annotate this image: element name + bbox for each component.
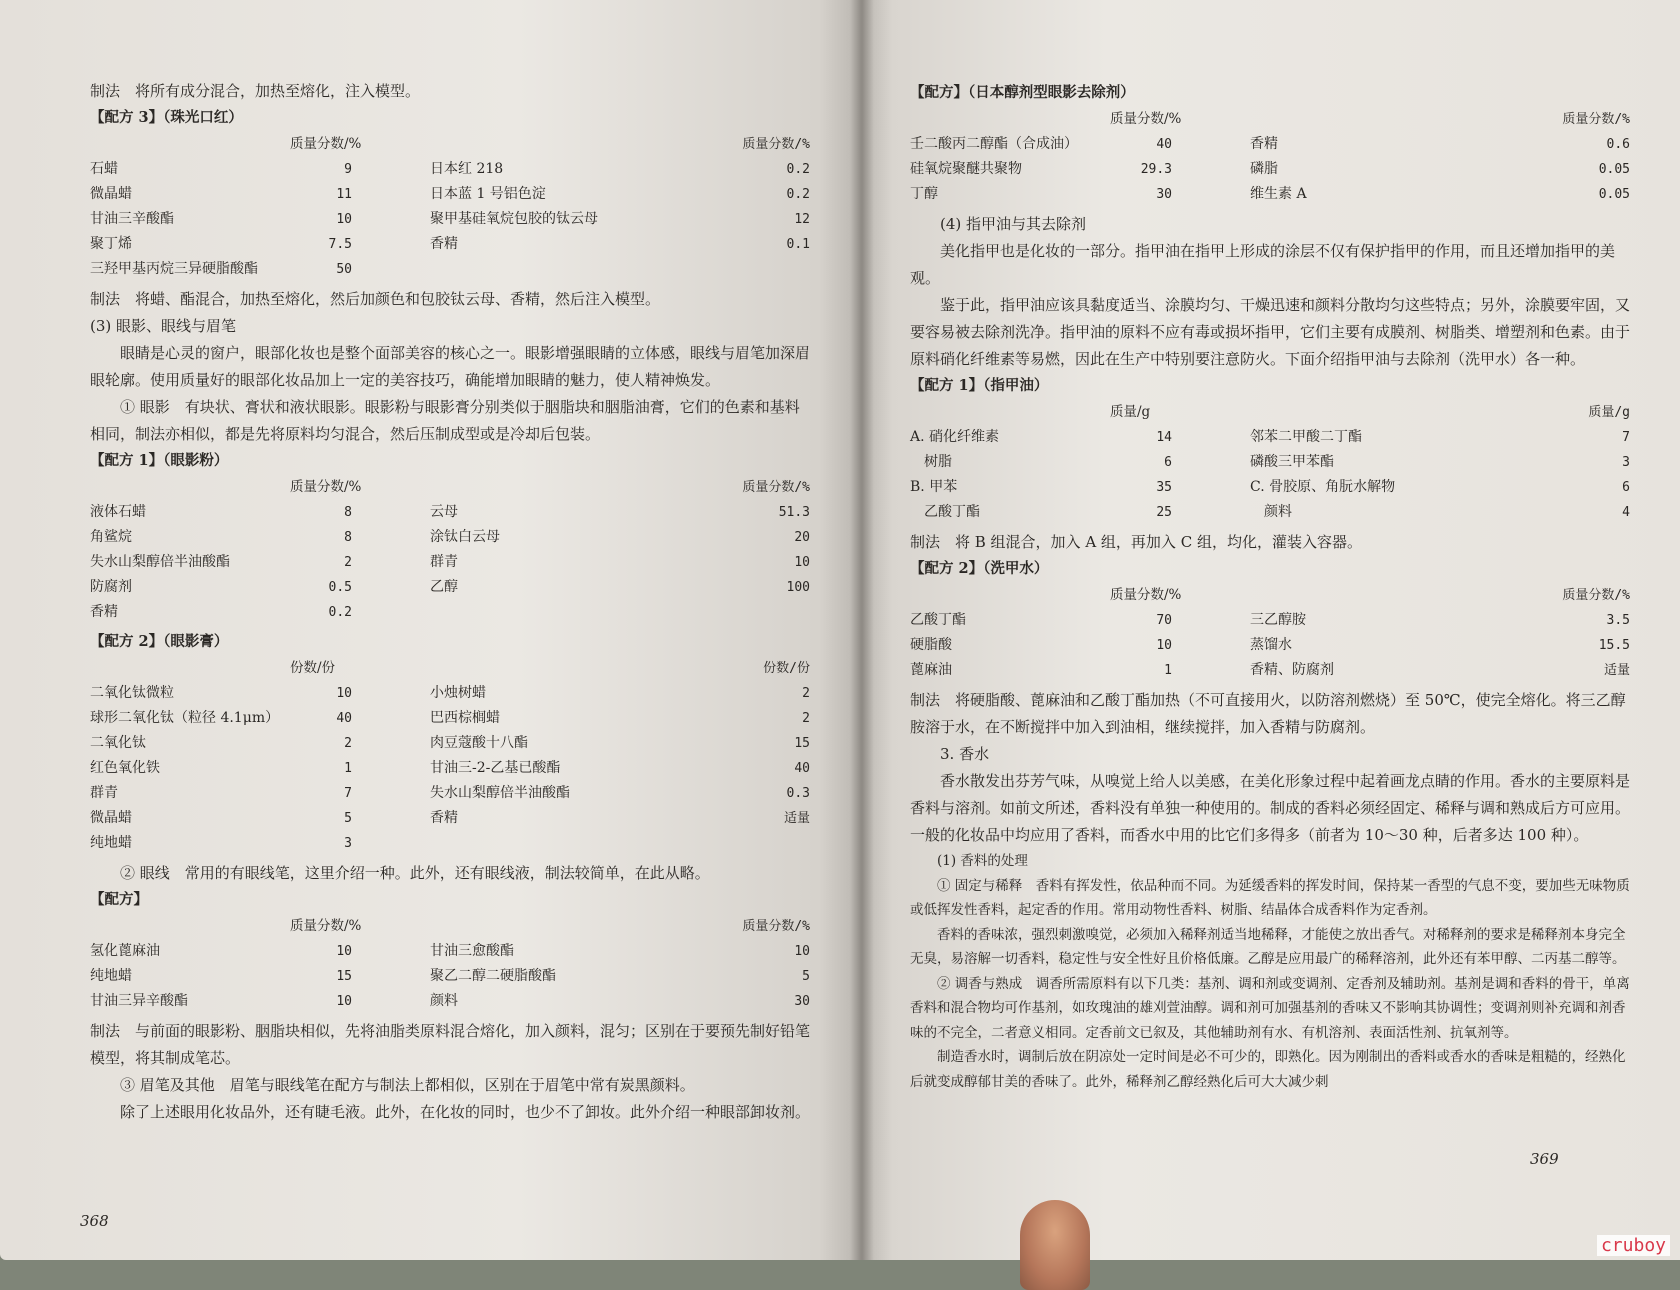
ingredient-row: [90, 939, 810, 964]
ingredient-amount: 3.5: [1606, 613, 1630, 628]
ingredient-amount: 0.05: [1598, 187, 1630, 202]
watermark: cruboy: [1597, 1235, 1670, 1256]
ingredient-amount: 100: [786, 580, 810, 595]
formula-table-eyeliner: [90, 914, 810, 1014]
paragraph: ① 眼影 有块状、膏状和液状眼影。眼影粉与眼影膏分别类似于胭脂块和胭脂油膏，它们的色素和基料相同，制法亦相似，都是先将原料均匀混合，然后压制成型或是冷却后包装。: [90, 398, 800, 443]
ingredient-amount: 0.6: [1606, 137, 1630, 152]
unit-label: 份数/份: [763, 661, 810, 676]
ingredient-row: [90, 500, 810, 525]
unit-label: 质量/g: [1588, 405, 1630, 420]
ingredient-amount: 0.2: [786, 187, 810, 202]
ingredient-amount: [690, 831, 810, 856]
right-page-content: [910, 80, 1630, 1094]
unit-label: 质量分数/%: [1110, 111, 1182, 127]
ingredient-amount: 2: [802, 686, 810, 701]
ingredient-name: 涂钛白云母: [430, 529, 500, 545]
formula-title: 【配方 1】（指甲油）: [910, 377, 1049, 394]
ingredient-amount: 10: [1156, 638, 1172, 653]
unit-label: 质量分数/%: [290, 136, 362, 152]
paragraph: 制造香水时，调制后放在阴凉处一定时间是必不可少的，即熟化。因为刚制出的香料或香水的香味是粗糙的，经熟化后就变成醇郁甘美的香味了。此外，稀释剂乙醇经熟化后可大大减少刺: [910, 1049, 1626, 1090]
ingredient-name: A. 硝化纤维素: [910, 429, 1000, 445]
ingredient-amount: [690, 600, 810, 625]
ingredient-name: 二氧化钛微粒: [90, 685, 174, 701]
ingredient-name: [430, 831, 690, 856]
formula-table-eye-makeup-remover: [910, 107, 1630, 207]
ingredient-row: [90, 731, 810, 756]
ingredient-name: 失水山梨醇倍半油酸酯: [430, 785, 570, 801]
ingredient-row: [90, 964, 810, 989]
ingredient-amount: 1: [1164, 663, 1172, 678]
ingredient-name: 壬二酸丙二醇酯（合成油）: [910, 136, 1078, 152]
ingredient-name: [430, 257, 690, 282]
ingredient-row: [90, 257, 810, 282]
ingredient-row: [90, 207, 810, 232]
method-text: 制法 与前面的眼影粉、胭脂块相似，先将油脂类原料混合熔化，加入颜料，混匀；区别在于要预先制好铅笔模型，将其制成笔芯。: [90, 1022, 811, 1067]
ingredient-amount: 0.1: [786, 237, 810, 252]
ingredient-row: [90, 550, 810, 575]
ingredient-name: 日本红 218: [430, 161, 504, 177]
ingredient-name: [430, 600, 690, 625]
ingredient-amount: 0.2: [328, 605, 352, 620]
ingredient-name: 微晶蜡: [90, 810, 132, 826]
page-number: 369: [1530, 1150, 1559, 1168]
ingredient-name: 维生素 A: [1250, 186, 1307, 202]
ingredient-amount: 0.05: [1598, 162, 1630, 177]
ingredient-amount: 7.5: [328, 237, 352, 252]
ingredient-amount: 2: [802, 711, 810, 726]
unit-label: 份数/份: [290, 660, 336, 676]
ingredient-name: 磷酸三甲苯酯: [1250, 454, 1334, 470]
paragraph: 香水散发出芬芳气味，从嗅觉上给人以美感，在美化形象过程中起着画龙点睛的作用。香水的主要原料是香料与溶剂。如前文所述，香料没有单独一种使用的。制成的香料必须经固定、稀释与调和熟成后方可应用。一般的化妆品中均应用了香料，而香水中用的比它们多得多（前者为 10～30 种，后者多达 100 种）。: [910, 772, 1631, 844]
ingredient-name: 氢化蓖麻油: [90, 943, 160, 959]
ingredient-name: 磷脂: [1250, 161, 1278, 177]
unit-label: 质量分数/%: [1110, 587, 1182, 603]
ingredient-name: 甘油三-2-乙基已酸酯: [430, 760, 561, 776]
ingredient-amount: 适量: [1603, 663, 1630, 678]
method-text: 制法 将 B 组混合，加入 A 组，再加入 C 组，均化，灌装入容器。: [910, 533, 1362, 551]
ingredient-name: 香精: [1250, 136, 1278, 152]
ingredient-row: [90, 681, 810, 706]
unit-label: 质量分数/%: [742, 480, 810, 495]
ingredient-row: [910, 658, 1630, 683]
ingredient-amount: 3: [1622, 455, 1630, 470]
formula-title: 【配方】: [90, 891, 148, 908]
ingredient-amount: 25: [1156, 505, 1172, 520]
ingredient-row: [90, 525, 810, 550]
paragraph: ③ 眉笔及其他 眉笔与眼线笔在配方与制法上都相似，区别在于眉笔中常有炭黑颜料。: [120, 1076, 695, 1094]
ingredient-amount: 40: [794, 761, 810, 776]
ingredient-row: [910, 500, 1630, 525]
unit-label: 质量分数/%: [742, 137, 810, 152]
paragraph: 美化指甲也是化妆的一部分。指甲油在指甲上形成的涂层不仅有保护指甲的作用，而且还增加指甲的美观。: [910, 242, 1616, 287]
ingredient-row: [910, 132, 1630, 157]
ingredient-row: [910, 633, 1630, 658]
left-page-content: [90, 78, 810, 1126]
ingredient-name: 树脂: [910, 454, 952, 470]
ingredient-name: 硅氧烷聚醚共聚物: [910, 161, 1022, 177]
paragraph: 香料的香味浓，强烈刺激嗅觉，必须加入稀释剂适当地稀释，才能使之放出香气。对稀释剂的要求是稀释剂本身完全无臭，易溶解一切香料，稳定性与安全性好且价格低廉。乙醇是应用最广的稀释溶剂，此外还有苯甲醇、二丙基二醇等。: [910, 926, 1626, 967]
ingredient-name: 蓖麻油: [910, 662, 952, 678]
method-text: 制法 将所有成分混合，加热至熔化，注入模型。: [90, 82, 421, 100]
ingredient-amount: 15: [336, 969, 352, 984]
ingredient-name: 云母: [430, 504, 458, 520]
ingredient-amount: 2: [344, 736, 352, 751]
formula-title: 【配方 2】（洗甲水）: [910, 560, 1049, 577]
ingredient-name: 颜料: [1250, 504, 1292, 520]
ingredient-name: 硬脂酸: [910, 637, 952, 653]
ingredient-name: 聚乙二醇二硬脂酸酯: [430, 968, 556, 984]
ingredient-name: 小烛树蜡: [430, 685, 486, 701]
ingredient-name: 防腐剂: [90, 579, 132, 595]
ingredient-amount: 35: [1156, 480, 1172, 495]
section-heading: (4) 指甲油与其去除剂: [940, 215, 1087, 233]
ingredient-name: 日本蓝 1 号铝色淀: [430, 186, 546, 202]
ingredient-name: 三乙醇胺: [1250, 612, 1306, 628]
ingredient-amount: 9: [344, 162, 352, 177]
ingredient-row: [910, 157, 1630, 182]
formula-title: 【配方 2】（眼影膏）: [90, 633, 229, 650]
ingredient-amount: 4: [1622, 505, 1630, 520]
ingredient-amount: 11: [336, 187, 352, 202]
ingredient-row: [910, 182, 1630, 207]
ingredient-name: 甘油三异辛酸酯: [90, 993, 188, 1009]
ingredient-name: 三羟甲基丙烷三异硬脂酸酯: [90, 261, 258, 277]
paragraph: 除了上述眼用化妆品外，还有睫毛液。此外，在化妆的同时，也少不了卸妆。此外介绍一种眼部卸妆剂。: [120, 1103, 811, 1121]
unit-label: 质量分数/%: [742, 919, 810, 934]
ingredient-row: [90, 706, 810, 731]
formula-title: 【配方 1】（眼影粉）: [90, 452, 229, 469]
paragraph: ② 眼线 常用的有眼线笔，这里介绍一种。此外，还有眼线液，制法较简单，在此从略。: [120, 864, 710, 882]
ingredient-name: 邻苯二甲酸二丁酯: [1250, 429, 1362, 445]
ingredient-name: 甘油三愈酸酯: [430, 943, 514, 959]
ingredient-name: 香精: [90, 604, 118, 620]
ingredient-amount: 20: [794, 530, 810, 545]
ingredient-amount: 7: [1622, 430, 1630, 445]
ingredient-row: [90, 182, 810, 207]
unit-label: 质量分数/%: [1562, 112, 1630, 127]
ingredient-amount: 10: [794, 944, 810, 959]
ingredient-amount: 29.3: [1140, 162, 1172, 177]
unit-label: 质量分数/%: [290, 918, 362, 934]
ingredient-name: 纯地蜡: [90, 835, 132, 851]
ingredient-name: 失水山梨醇倍半油酸酯: [90, 554, 230, 570]
ingredient-amount: 适量: [783, 811, 810, 826]
ingredient-amount: 0.3: [786, 786, 810, 801]
section-heading: (3) 眼影、眼线与眉笔: [90, 317, 237, 335]
ingredient-row: [90, 831, 810, 856]
ingredient-name: 蒸馏水: [1250, 637, 1292, 653]
ingredient-amount: 50: [336, 262, 352, 277]
ingredient-row: [910, 608, 1630, 633]
ingredient-name: 香精、防腐剂: [1250, 662, 1334, 678]
ingredient-row: [910, 450, 1630, 475]
ingredient-amount: 8: [344, 530, 352, 545]
right-page: [860, 0, 1680, 1260]
ingredient-name: 香精: [430, 810, 458, 826]
ingredient-name: 甘油三辛酸酯: [90, 211, 174, 227]
thumb: [1020, 1200, 1090, 1290]
formula-table-lipstick: [90, 132, 810, 282]
ingredient-name: 球形二氧化钛（粒径 4.1μm）: [90, 710, 280, 726]
page-number: 368: [80, 1212, 109, 1230]
ingredient-name: 角鲨烷: [90, 529, 132, 545]
ingredient-amount: 40: [1156, 137, 1172, 152]
formula-table-eyeshadow-powder: [90, 475, 810, 625]
ingredient-amount: 70: [1156, 613, 1172, 628]
ingredient-name: 乙酸丁酯: [910, 612, 966, 628]
ingredient-row: [90, 575, 810, 600]
ingredient-amount: 6: [1622, 480, 1630, 495]
ingredient-row: [910, 425, 1630, 450]
ingredient-name: 微晶蜡: [90, 186, 132, 202]
ingredient-name: 乙酸丁酯: [910, 504, 980, 520]
paragraph: 鉴于此，指甲油应该具黏度适当、涂膜均匀、干燥迅速和颜料分散均匀这些特点；另外，涂膜要牢固，又要容易被去除剂洗净。指甲油的原料不应有毒或损坏指甲，它们主要有成膜剂、树脂类、增塑剂和色素。由于原料硝化纤维素等易燃，因此在生产中特别要注意防火。下面介绍指甲油与去除剂（洗甲水）各一种。: [910, 296, 1631, 368]
ingredient-amount: 10: [794, 555, 810, 570]
ingredient-name: 香精: [430, 236, 458, 252]
paragraph: ① 固定与稀释 香料有挥发性，依品种而不同。为延缓香料的挥发时间，保持某一香型的气息不变，要加些无味物质或低挥发性香料，起定香的作用。常用动物性香料、树脂、结晶体合成香料作为定香剂。: [910, 877, 1630, 918]
ingredient-amount: 30: [1156, 187, 1172, 202]
ingredient-row: [910, 475, 1630, 500]
ingredient-row: [90, 232, 810, 257]
formula-table-nail-polish: [910, 400, 1630, 525]
ingredient-amount: 15: [794, 736, 810, 751]
ingredient-name: 肉豆蔻酸十八酯: [430, 735, 528, 751]
ingredient-amount: 10: [336, 686, 352, 701]
ingredient-row: [90, 600, 810, 625]
ingredient-amount: 0.2: [786, 162, 810, 177]
ingredient-amount: 12: [794, 212, 810, 227]
ingredient-amount: 10: [336, 212, 352, 227]
ingredient-amount: [690, 257, 810, 282]
ingredient-amount: 3: [344, 836, 352, 851]
ingredient-name: 纯地蜡: [90, 968, 132, 984]
ingredient-name: 液体石蜡: [90, 504, 146, 520]
ingredient-amount: 10: [336, 994, 352, 1009]
method-text: 制法 将蜡、酯混合，加热至熔化，然后加颜色和包胶钛云母、香精，然后注入模型。: [90, 290, 661, 308]
unit-label: 质量分数/%: [1562, 588, 1630, 603]
section-heading: 3. 香水: [940, 745, 990, 763]
ingredient-name: 石蜡: [90, 161, 118, 177]
ingredient-row: [90, 806, 810, 831]
ingredient-row: [90, 781, 810, 806]
formula-table-nail-polish-remover: [910, 583, 1630, 683]
unit-label: 质量/g: [1110, 404, 1151, 420]
ingredient-name: 群青: [90, 785, 118, 801]
ingredient-amount: 0.5: [328, 580, 352, 595]
ingredient-amount: 5: [344, 811, 352, 826]
ingredient-name: 巴西棕榈蜡: [430, 710, 500, 726]
ingredient-amount: 40: [336, 711, 352, 726]
ingredient-amount: 7: [344, 786, 352, 801]
book-gutter: [850, 0, 874, 1260]
ingredient-name: 聚丁烯: [90, 236, 132, 252]
ingredient-amount: 10: [336, 944, 352, 959]
section-heading: (1) 香料的处理: [937, 853, 1028, 869]
ingredient-row: [90, 989, 810, 1014]
paragraph: 眼睛是心灵的窗户，眼部化妆也是整个面部美容的核心之一。眼影增强眼睛的立体感，眼线与眉笔加深眉眼轮廓。使用质量好的眼部化妆品加上一定的美容技巧，确能增加眼睛的魅力，使人精神焕发。: [90, 344, 811, 389]
ingredient-name: 聚甲基硅氧烷包胶的钛云母: [430, 211, 598, 227]
ingredient-amount: 51.3: [778, 505, 810, 520]
ingredient-amount: 15.5: [1598, 638, 1630, 653]
ingredient-amount: 1: [344, 761, 352, 776]
ingredient-name: 二氧化钛: [90, 735, 146, 751]
ingredient-name: 群青: [430, 554, 458, 570]
ingredient-name: C. 骨胶原、角朊水解物: [1250, 479, 1396, 495]
ingredient-name: 红色氧化铁: [90, 760, 160, 776]
ingredient-name: 丁醇: [910, 186, 938, 202]
unit-label: 质量分数/%: [290, 479, 362, 495]
formula-title: 【配方 3】（珠光口红）: [90, 109, 243, 126]
ingredient-amount: 2: [344, 555, 352, 570]
formula-title: 【配方】（日本醇剂型眼影去除剂）: [910, 84, 1135, 101]
paragraph: ② 调香与熟成 调香所需原料有以下几类：基剂、调和剂或变调剂、定香剂及辅助剂。基剂是调和香料的骨干，单离香料和混合物均可作基剂，如玫瑰油的雄刈萱油醇。调和剂可加强基剂的香味又不影响其协调性；变调剂则补充调和剂香味的不完全，二者意义相同。定香前文已叙及，其他辅助剂有水、有机溶剂、表面活性剂、抗氧剂等。: [910, 975, 1630, 1041]
formula-table-eyeshadow-cream: [90, 656, 810, 856]
method-text: 制法 将硬脂酸、蓖麻油和乙酸丁酯加热（不可直接用火，以防溶剂燃烧）至 50℃，使完全熔化。将三乙醇胺溶于水，在不断搅拌中加入到油相，继续搅拌，加入香精与防腐剂。: [910, 691, 1626, 736]
ingredient-name: 颜料: [430, 993, 458, 1009]
ingredient-row: [90, 157, 810, 182]
ingredient-amount: 5: [802, 969, 810, 984]
ingredient-amount: 14: [1156, 430, 1172, 445]
ingredient-row: [90, 756, 810, 781]
ingredient-amount: 30: [794, 994, 810, 1009]
ingredient-amount: 8: [344, 505, 352, 520]
ingredient-amount: 6: [1164, 455, 1172, 470]
ingredient-name: 乙醇: [430, 579, 458, 595]
ingredient-name: B. 甲苯: [910, 479, 958, 495]
